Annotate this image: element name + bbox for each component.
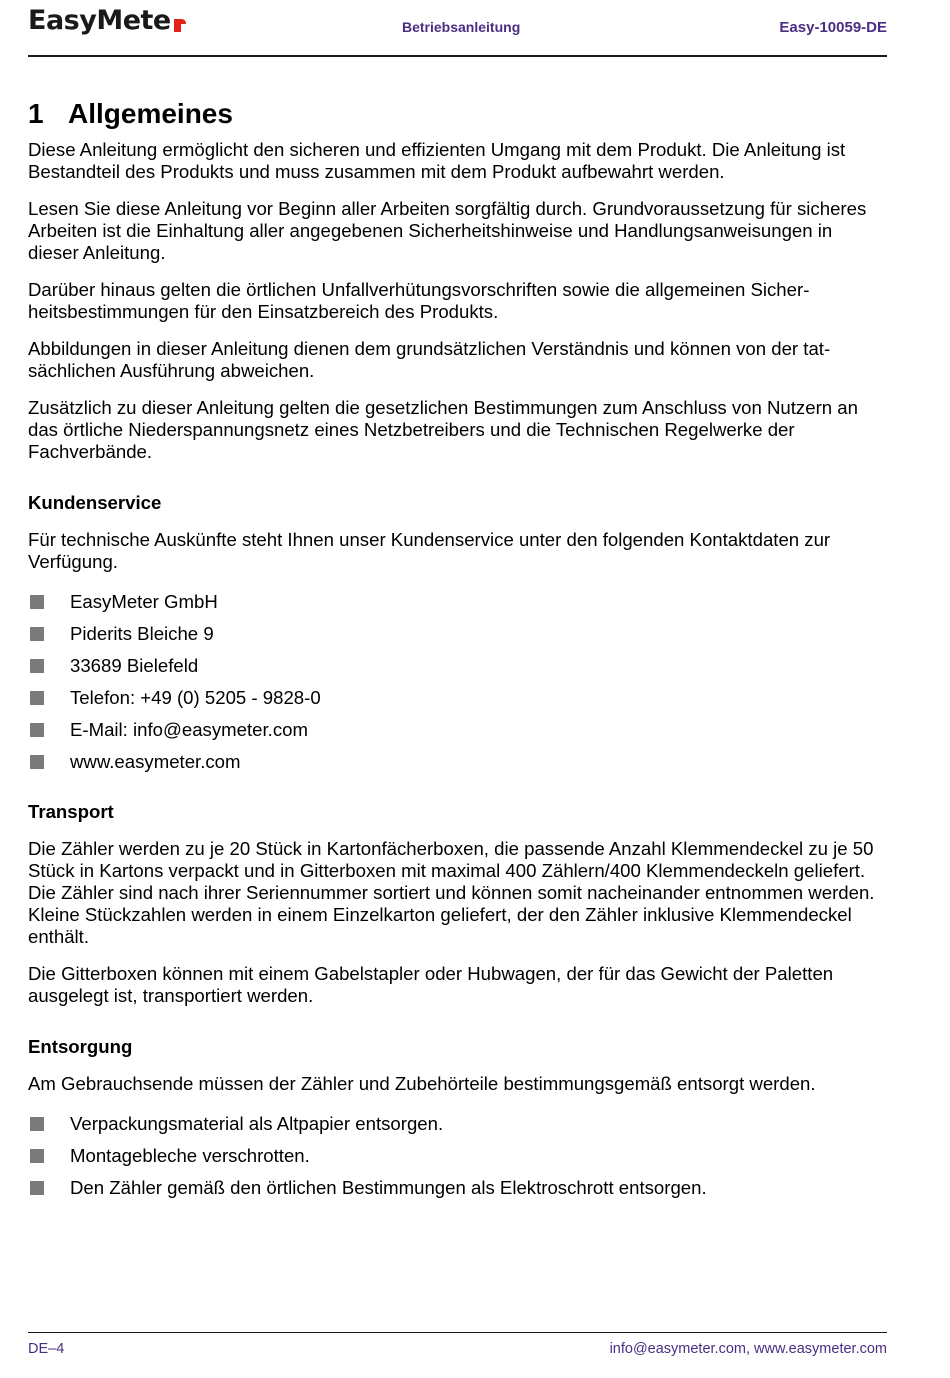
list-item-text: www.easymeter.com bbox=[70, 751, 241, 772]
footer-divider bbox=[28, 1332, 887, 1333]
list-item bbox=[28, 1145, 887, 1177]
list-item-text: 33689 Bielefeld bbox=[70, 655, 199, 676]
transport-heading: Transport bbox=[28, 801, 114, 822]
list-item bbox=[28, 1177, 887, 1209]
contact-list bbox=[28, 591, 887, 783]
list-item-text: Piderits Bleiche 9 bbox=[70, 623, 214, 644]
document-id: Easy-10059-DE bbox=[779, 19, 887, 36]
paragraph: Die Gitterboxen können mit einem Gabelstapler oder Hubwagen, der für das Gewicht der Paletten ausgelegt ist, transportiert werden. bbox=[28, 963, 834, 1006]
square-bullet-icon bbox=[30, 755, 44, 769]
page-header bbox=[28, 0, 887, 57]
list-item bbox=[28, 623, 887, 655]
paragraph: Diese Anleitung ermöglicht den sicheren und effizienten Umgang mit dem Produkt. Die Anleitung ist Bestandteil des Produkts und muss zusammen mit dem Produkt aufbewahrt werden. bbox=[28, 139, 846, 182]
logo-r-mark-icon bbox=[172, 15, 188, 33]
list-item bbox=[28, 591, 887, 623]
paragraph: Lesen Sie diese Anleitung vor Beginn aller Arbeiten sorgfältig durch. Grundvoraussetzung für sicheres Arbeiten ist die Einhaltung aller angegebenen Sicherheitshinweise und Handlungsanweisungen in dieser Anleitung. bbox=[28, 198, 867, 263]
logo-text: EasyMete bbox=[28, 5, 171, 36]
square-bullet-icon bbox=[30, 595, 44, 609]
square-bullet-icon bbox=[30, 627, 44, 641]
paragraph: Zusätzlich zu dieser Anleitung gelten die gesetzlichen Bestimmungen zum Anschluss von Nutzern an das örtliche Niederspannungsnetz eines Netzbetreibers und die Technischen Regelwerke der Fachverbände. bbox=[28, 397, 858, 462]
disposal-list bbox=[28, 1113, 887, 1209]
section-heading bbox=[28, 96, 887, 132]
easymeter-logo bbox=[28, 6, 188, 36]
list-item bbox=[28, 655, 887, 687]
document-type: Betriebsanleitung bbox=[402, 19, 521, 35]
section-title: Allgemeines bbox=[68, 98, 233, 129]
square-bullet-icon bbox=[30, 1117, 44, 1131]
list-item-text: Telefon: +49 (0) 5205 - 9828-0 bbox=[70, 687, 321, 708]
kundenservice-heading: Kundenservice bbox=[28, 492, 162, 513]
header-divider bbox=[28, 55, 887, 57]
entsorgung-intro: Am Gebrauchsende müssen der Zähler und Zubehörteile bestimmungsgemäß entsorgt werden. bbox=[28, 1073, 816, 1094]
list-item bbox=[28, 1113, 887, 1145]
square-bullet-icon bbox=[30, 1149, 44, 1163]
paragraph: Abbildungen in dieser Anleitung dienen dem grundsätzlichen Verständnis und können von der tatsächlichen Ausführung abweichen. bbox=[28, 338, 831, 381]
footer-contact: info@easymeter.com, www.easymeter.com bbox=[609, 1341, 887, 1357]
page-number: DE–4 bbox=[28, 1341, 65, 1357]
list-item-text: Den Zähler gemäß den örtlichen Bestimmungen als Elektroschrott entsorgen. bbox=[70, 1177, 707, 1198]
list-item bbox=[28, 719, 887, 751]
list-item-text: Verpackungsmaterial als Altpapier entsorgen. bbox=[70, 1113, 444, 1134]
square-bullet-icon bbox=[30, 691, 44, 705]
list-item-text: Montagebleche verschrotten. bbox=[70, 1145, 310, 1166]
square-bullet-icon bbox=[30, 723, 44, 737]
paragraph: Die Zähler werden zu je 20 Stück in Kartonfächerboxen, die passende Anzahl Klemmendeckel zu je 50 Stück in Kartons verpackt und in Gitterboxen mit maximal 400 Zählern/400 Klemmendeckeln geliefert. Die Zähler sind nach ihrer Seriennummer sortiert und können somit nacheinander entnommen werden. Kleine Stückzahlen werden in einem Einzelkarton geliefert, der den Zähler inklusive Klemmendeckel enthält. bbox=[28, 838, 875, 947]
square-bullet-icon bbox=[30, 659, 44, 673]
square-bullet-icon bbox=[30, 1181, 44, 1195]
list-item-text: E-Mail: info@easymeter.com bbox=[70, 719, 308, 740]
list-item bbox=[28, 751, 887, 783]
page-content bbox=[28, 96, 887, 1209]
list-item bbox=[28, 687, 887, 719]
entsorgung-heading: Entsorgung bbox=[28, 1036, 133, 1057]
list-item-text: EasyMeter GmbH bbox=[70, 591, 218, 612]
section-number: 1 bbox=[28, 98, 44, 129]
paragraph: Darüber hinaus gelten die örtlichen Unfallverhütungsvorschriften sowie die allgemeinen Sicherheitsbestimmungen für den Einsatzbereich des Produkts. bbox=[28, 279, 810, 322]
kundenservice-intro: Für technische Auskünfte steht Ihnen unser Kundenservice unter den folgenden Kontaktdaten zur Verfügung. bbox=[28, 529, 831, 572]
